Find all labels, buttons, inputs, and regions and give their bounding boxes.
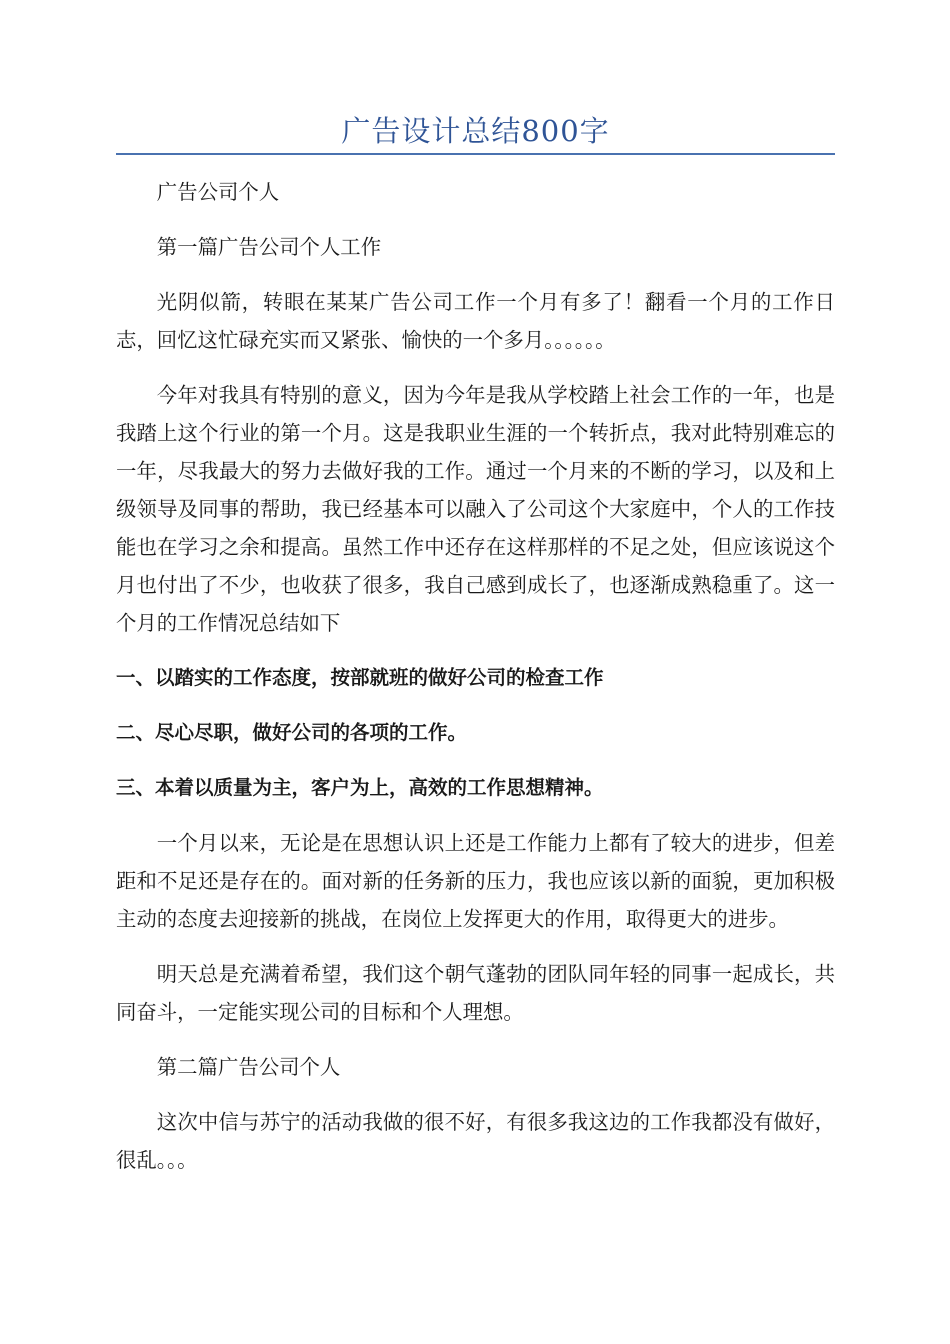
document-title: 广告设计总结800字: [341, 114, 610, 148]
paragraph: 这次中信与苏宁的活动我做的很不好，有很多我这边的工作我都没有做好，很乱。。。: [116, 1110, 835, 1172]
paragraph: 明天总是充满着希望，我们这个朝气蓬勃的团队同年轻的同事一起成长，共同奋斗，一定能实现公司的目标和个人理想。: [116, 962, 835, 1024]
title-underline: [116, 153, 835, 155]
bold-heading: 一、以踏实的工作态度，按部就班的做好公司的检查工作: [116, 666, 604, 689]
document-body: [116, 173, 835, 1196]
paragraph: 今年对我具有特别的意义，因为今年是我从学校踏上社会工作的一年，也是我踏上这个行业的第一个月。这是我职业生涯的一个转折点，我对此特别难忘的一年，尽我最大的努力去做好我的工作。通过一个月来的不断的学习，以及和上级领导及同事的帮助，我已经基本可以融入了公司这个大家庭中，个人的工作技能也在学习之余和提高。虽然工作中还存在这样那样的不足之处，但应该说这个月也付出了不少，也收获了很多，我自己感到成长了，也逐渐成熟稳重了。这一个月的工作情况总结如下: [116, 383, 835, 635]
paragraph-section-1-title: 第一篇广告公司个人工作: [156, 235, 382, 259]
paragraph: 一个月以来，无论是在思想认识上还是工作能力上都有了较大的进步，但差距和不足还是存在的。面对新的任务新的压力，我也应该以新的面貌，更加积极主动的态度去迎接新的挑战，在岗位上发挥更大的作用，取得更大的进步。: [116, 831, 835, 931]
paragraph: 光阴似箭，转眼在某某广告公司工作一个月有多了！翻看一个月的工作日志，回忆这忙碌充实而又紧张、愉快的一个多月。。。。。。: [116, 290, 835, 352]
paragraph-section-2-title: 第二篇广告公司个人: [156, 1055, 341, 1079]
paragraph-subtitle: 广告公司个人: [156, 180, 280, 204]
bold-heading: 三、本着以质量为主，客户为上，高效的工作思想精神。: [116, 776, 604, 799]
bold-heading: 二、尽心尽职，做好公司的各项的工作。: [116, 721, 468, 744]
